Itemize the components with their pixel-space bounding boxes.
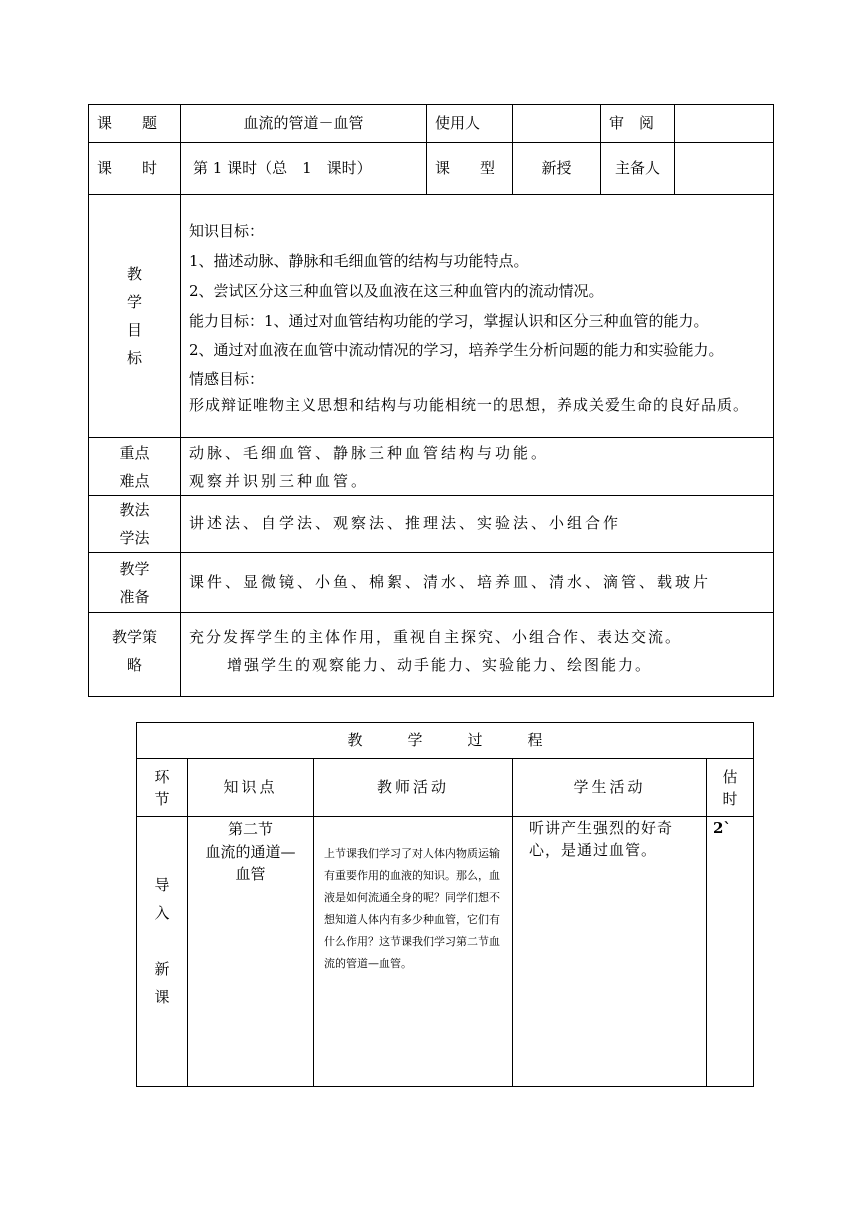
header-stage: 环 节 xyxy=(137,759,188,817)
review-value xyxy=(675,105,774,143)
objective-line: 1、描述动脉、静脉和毛细血管的结构与功能特点。 xyxy=(189,252,529,270)
objective-line: 2、通过对血液在血管中流动情况的学习，培养学生分析问题的能力和实验能力。 xyxy=(189,341,724,359)
objectives-content xyxy=(181,195,774,438)
preparer-value xyxy=(675,143,774,195)
strategy-line: 充分发挥学生的主体作用，重视自主探究、小组合作、表达交流。 xyxy=(189,628,683,646)
objective-line: 2、尝试区分这三种血管以及血液在这三种血管内的流动情况。 xyxy=(189,282,604,300)
topic-label: 课 题 xyxy=(89,105,181,143)
keypoints-label: 重点 难点 xyxy=(89,438,181,496)
header-time: 估 时 xyxy=(707,759,754,817)
objectives-label: 教 学 目 标 xyxy=(89,195,181,438)
process-title: 教 学 过 程 xyxy=(137,723,754,759)
prep-content: 课件、显微镜、小鱼、棉絮、清水、培养皿、清水、滴管、载玻片 xyxy=(181,553,774,613)
row-knowledge: 第二节 血流的通道— 血管 xyxy=(188,817,314,1087)
keypoint-line: 动脉、毛细血管、静脉三种血管结构与功能。 xyxy=(189,443,550,462)
objective-line: 能力目标：1、通过对血管结构功能的学习，掌握认识和区分三种血管的能力。 xyxy=(189,312,709,330)
keypoint-line: 观察并识别三种血管。 xyxy=(189,471,370,490)
lesson-plan-table xyxy=(88,104,774,697)
period-value: 第 1 课时（总 1 课时） xyxy=(181,143,427,195)
strategy-line: 增强学生的观察能力、动手能力、实验能力、绘图能力。 xyxy=(227,656,653,674)
row-time: 2` xyxy=(707,817,754,1087)
methods-content: 讲述法、自学法、观察法、推理法、实验法、小组合作 xyxy=(181,496,774,553)
period-label: 课 时 xyxy=(89,143,181,195)
row-student: 听讲产生强烈的好奇心，是通过血管。 xyxy=(513,817,707,1087)
header-knowledge: 知识点 xyxy=(188,759,314,817)
header-teacher: 教师活动 xyxy=(314,759,513,817)
type-value: 新授 xyxy=(513,143,601,195)
row-stage: 导 入 新 课 xyxy=(137,817,188,1087)
prep-label: 教学 准备 xyxy=(89,553,181,613)
objective-line: 形成辩证唯物主义思想和结构与功能相统一的思想，养成关爱生命的良好品质。 xyxy=(189,396,750,414)
preparer-label: 主备人 xyxy=(601,143,675,195)
teaching-process-table xyxy=(136,722,754,1087)
topic-value: 血流的管道－血管 xyxy=(181,105,427,143)
objective-line: 知识目标： xyxy=(189,222,265,240)
keypoints-content xyxy=(181,438,774,496)
methods-label: 教法 学法 xyxy=(89,496,181,553)
user-label: 使用人 xyxy=(427,105,513,143)
type-label: 课 型 xyxy=(427,143,513,195)
objective-line: 情感目标： xyxy=(189,370,265,388)
user-value xyxy=(513,105,601,143)
strategy-label: 教学策 略 xyxy=(89,613,181,697)
row-teacher: 上节课我们学习了对人体内物质运输有重要作用的血液的知识。那么，血液是如何流通全身的呢？同学们想不想知道人体内有多少种血管，它们有什么作用？这节课我们学习第二节血流的管道—血管。 xyxy=(314,817,513,1087)
review-label: 审 阅 xyxy=(601,105,675,143)
header-student: 学生活动 xyxy=(513,759,707,817)
strategy-content xyxy=(181,613,774,697)
